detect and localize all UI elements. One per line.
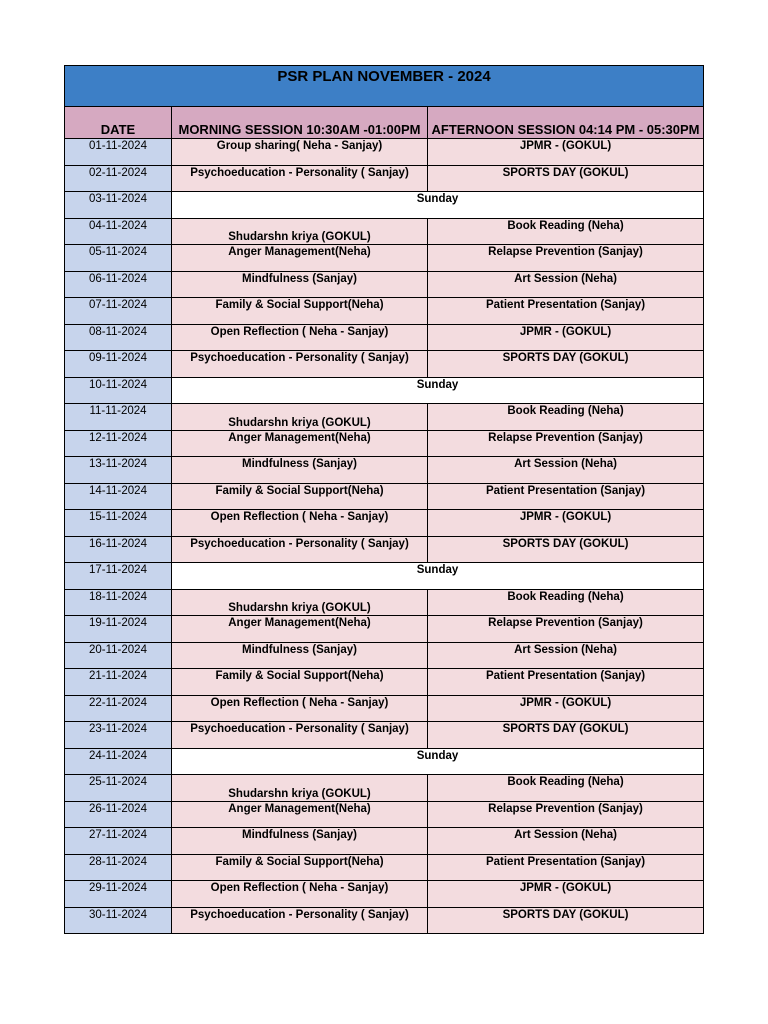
table-row (65, 298, 704, 325)
table-row (65, 775, 704, 802)
afternoon-session-cell: Book Reading (Neha) (428, 404, 704, 431)
date-cell: 19-11-2024 (65, 616, 172, 643)
afternoon-session-cell: JPMR - (GOKUL) (428, 695, 704, 722)
table-row (65, 563, 704, 590)
afternoon-session-cell: Patient Presentation (Sanjay) (428, 483, 704, 510)
afternoon-session-cell: Book Reading (Neha) (428, 589, 704, 616)
date-cell: 20-11-2024 (65, 642, 172, 669)
table-row (65, 748, 704, 775)
table-row (65, 536, 704, 563)
table-row (65, 616, 704, 643)
morning-session-cell: Mindfulness (Sanjay) (172, 271, 428, 298)
afternoon-session-cell: JPMR - (GOKUL) (428, 881, 704, 908)
table-row (65, 245, 704, 272)
table-row (65, 510, 704, 537)
date-cell: 23-11-2024 (65, 722, 172, 749)
table-row (65, 165, 704, 192)
date-cell: 26-11-2024 (65, 801, 172, 828)
date-cell: 01-11-2024 (65, 139, 172, 166)
morning-session-cell: Psychoeducation - Personality ( Sanjay) (172, 907, 428, 934)
date-cell: 06-11-2024 (65, 271, 172, 298)
afternoon-session-cell: Art Session (Neha) (428, 642, 704, 669)
sunday-cell: Sunday (172, 192, 704, 219)
table-row (65, 457, 704, 484)
morning-session-cell: Open Reflection ( Neha - Sanjay) (172, 881, 428, 908)
morning-session-cell: Shudarshn kriya (GOKUL) (172, 218, 428, 245)
sheet-title: PSR PLAN NOVEMBER - 2024 (65, 66, 704, 107)
schedule-table (64, 65, 704, 934)
table-row (65, 271, 704, 298)
morning-session-cell: Anger Management(Neha) (172, 616, 428, 643)
table-row (65, 828, 704, 855)
afternoon-session-cell: Art Session (Neha) (428, 828, 704, 855)
date-cell: 21-11-2024 (65, 669, 172, 696)
morning-session-cell: Anger Management(Neha) (172, 430, 428, 457)
afternoon-session-cell: SPORTS DAY (GOKUL) (428, 165, 704, 192)
date-cell: 02-11-2024 (65, 165, 172, 192)
afternoon-session-cell: SPORTS DAY (GOKUL) (428, 351, 704, 378)
date-cell: 13-11-2024 (65, 457, 172, 484)
date-cell: 11-11-2024 (65, 404, 172, 431)
table-row (65, 218, 704, 245)
morning-session-cell: Mindfulness (Sanjay) (172, 642, 428, 669)
table-row (65, 351, 704, 378)
morning-session-cell: Shudarshn kriya (GOKUL) (172, 589, 428, 616)
sunday-cell: Sunday (172, 563, 704, 590)
morning-session-cell: Family & Social Support(Neha) (172, 483, 428, 510)
table-row (65, 907, 704, 934)
afternoon-session-cell: Patient Presentation (Sanjay) (428, 854, 704, 881)
morning-session-cell: Open Reflection ( Neha - Sanjay) (172, 695, 428, 722)
afternoon-session-cell: Relapse Prevention (Sanjay) (428, 430, 704, 457)
date-cell: 30-11-2024 (65, 907, 172, 934)
afternoon-session-cell: JPMR - (GOKUL) (428, 139, 704, 166)
date-cell: 24-11-2024 (65, 748, 172, 775)
table-row (65, 483, 704, 510)
table-row (65, 324, 704, 351)
afternoon-session-cell: SPORTS DAY (GOKUL) (428, 536, 704, 563)
table-row (65, 430, 704, 457)
header-afternoon-session: AFTERNOON SESSION 04:14 PM - 05:30PM (428, 107, 704, 139)
table-row (65, 192, 704, 219)
afternoon-session-cell: Patient Presentation (Sanjay) (428, 298, 704, 325)
afternoon-session-cell: Art Session (Neha) (428, 271, 704, 298)
morning-session-cell: Psychoeducation - Personality ( Sanjay) (172, 722, 428, 749)
afternoon-session-cell: Relapse Prevention (Sanjay) (428, 616, 704, 643)
table-row (65, 801, 704, 828)
date-cell: 16-11-2024 (65, 536, 172, 563)
morning-session-cell: Shudarshn kriya (GOKUL) (172, 404, 428, 431)
table-row (65, 695, 704, 722)
date-cell: 29-11-2024 (65, 881, 172, 908)
date-cell: 04-11-2024 (65, 218, 172, 245)
afternoon-session-cell: JPMR - (GOKUL) (428, 324, 704, 351)
date-cell: 28-11-2024 (65, 854, 172, 881)
afternoon-session-cell: SPORTS DAY (GOKUL) (428, 907, 704, 934)
table-row (65, 669, 704, 696)
date-cell: 07-11-2024 (65, 298, 172, 325)
morning-session-cell: Shudarshn kriya (GOKUL) (172, 775, 428, 802)
morning-session-cell: Psychoeducation - Personality ( Sanjay) (172, 536, 428, 563)
header-morning-session: MORNING SESSION 10:30AM -01:00PM (172, 107, 428, 139)
date-cell: 14-11-2024 (65, 483, 172, 510)
date-cell: 17-11-2024 (65, 563, 172, 590)
date-cell: 09-11-2024 (65, 351, 172, 378)
afternoon-session-cell: Art Session (Neha) (428, 457, 704, 484)
afternoon-session-cell: Relapse Prevention (Sanjay) (428, 801, 704, 828)
date-cell: 10-11-2024 (65, 377, 172, 404)
header-date: DATE (65, 107, 172, 139)
afternoon-session-cell: SPORTS DAY (GOKUL) (428, 722, 704, 749)
date-cell: 15-11-2024 (65, 510, 172, 537)
afternoon-session-cell: Relapse Prevention (Sanjay) (428, 245, 704, 272)
table-row (65, 377, 704, 404)
morning-session-cell: Anger Management(Neha) (172, 801, 428, 828)
morning-session-cell: Anger Management(Neha) (172, 245, 428, 272)
table-row (65, 589, 704, 616)
date-cell: 12-11-2024 (65, 430, 172, 457)
table-row (65, 642, 704, 669)
morning-session-cell: Open Reflection ( Neha - Sanjay) (172, 324, 428, 351)
sunday-cell: Sunday (172, 748, 704, 775)
date-cell: 18-11-2024 (65, 589, 172, 616)
date-cell: 05-11-2024 (65, 245, 172, 272)
morning-session-cell: Family & Social Support(Neha) (172, 298, 428, 325)
schedule-body (65, 139, 704, 934)
afternoon-session-cell: Book Reading (Neha) (428, 775, 704, 802)
date-cell: 27-11-2024 (65, 828, 172, 855)
date-cell: 08-11-2024 (65, 324, 172, 351)
morning-session-cell: Psychoeducation - Personality ( Sanjay) (172, 351, 428, 378)
table-row (65, 139, 704, 166)
morning-session-cell: Mindfulness (Sanjay) (172, 828, 428, 855)
sunday-cell: Sunday (172, 377, 704, 404)
afternoon-session-cell: JPMR - (GOKUL) (428, 510, 704, 537)
afternoon-session-cell: Book Reading (Neha) (428, 218, 704, 245)
morning-session-cell: Open Reflection ( Neha - Sanjay) (172, 510, 428, 537)
afternoon-session-cell: Patient Presentation (Sanjay) (428, 669, 704, 696)
morning-session-cell: Mindfulness (Sanjay) (172, 457, 428, 484)
morning-session-cell: Family & Social Support(Neha) (172, 854, 428, 881)
table-row (65, 854, 704, 881)
table-row (65, 404, 704, 431)
date-cell: 22-11-2024 (65, 695, 172, 722)
table-row (65, 722, 704, 749)
morning-session-cell: Group sharing( Neha - Sanjay) (172, 139, 428, 166)
date-cell: 25-11-2024 (65, 775, 172, 802)
date-cell: 03-11-2024 (65, 192, 172, 219)
morning-session-cell: Family & Social Support(Neha) (172, 669, 428, 696)
schedule-sheet (64, 65, 703, 934)
table-row (65, 881, 704, 908)
morning-session-cell: Psychoeducation - Personality ( Sanjay) (172, 165, 428, 192)
